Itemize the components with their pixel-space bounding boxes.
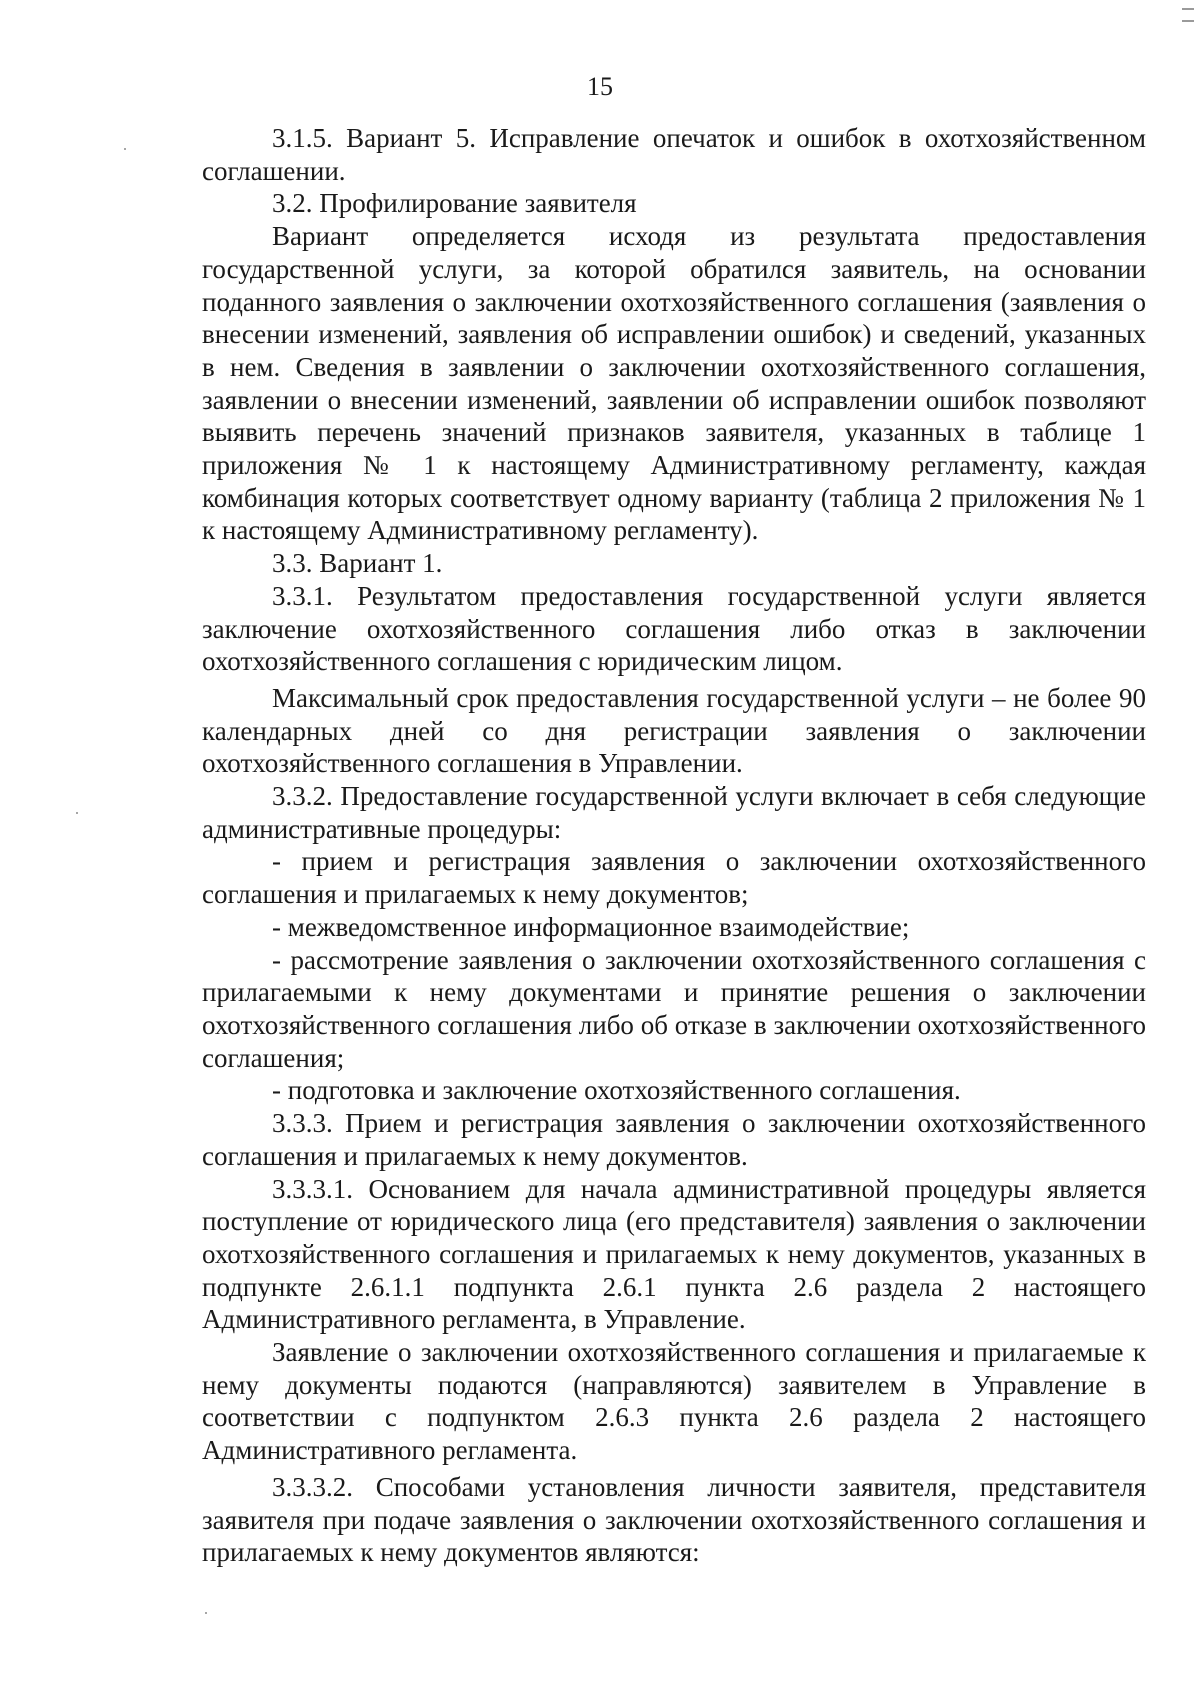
paragraph-3-3-3-1: 3.3.3.1. Основанием для начала административной процедуры является поступление от юридического лица (его представителя) заявления о заключении охотхозяйственного соглашения и прилагаемых к нему документов, указанных в подпункте 2.6.1.1 подпункта 2.6.1 пункта 2.6 раздела 2 настоящего Административного регламента, в Управление. xyxy=(202,1173,1146,1335)
scan-speck xyxy=(76,812,78,814)
paragraph-application-submission: Заявление о заключении охотхозяйственного соглашения и прилагаемые к нему документы подаются (направляются) заявителем в Управление в соответствии с подпунктом 2.6.3 пункта 2.6 раздела 2 настоящего Административного регламента. xyxy=(202,1337,1146,1466)
paragraph-variant-definition: Вариант определяется исходя из результата предоставления государственной услуги, за которой обратился заявитель, на основании поданного заявления о заключении охотхозяйственного соглашения (заявления о внесении изменений, заявления об исправлении ошибок) и сведений, указанных в нем. Сведения в заявлении о заключении охотхозяйственного соглашения, заявлении о внесении изменений, заявлении об исправлении ошибок позволяют выявить перечень значений признаков заявителя, указанных в таблице 1 приложения № 1 к настоящему Административному регламенту, каждая комбинация которых соответствует одному варианту (таблица 2 приложения № 1 к настоящему Административному регламенту). xyxy=(202,221,1146,546)
paragraph-3-3-3-2: 3.3.3.2. Способами установления личности заявителя, представителя заявителя при подаче заявления о заключении охотхозяйственного соглашения и прилагаемых к нему документов являются: xyxy=(202,1471,1146,1568)
paragraph-3-1-5: 3.1.5. Вариант 5. Исправление опечаток и ошибок в охотхозяйственном соглашении. xyxy=(202,123,1146,186)
scan-speck xyxy=(205,1612,207,1614)
scan-edge-mark xyxy=(1182,20,1194,22)
scan-speck xyxy=(124,148,126,150)
list-item-review: - рассмотрение заявления о заключении охотхозяйственного соглашения с прилагаемыми к нему документами и принятие решения о заключении охотхозяйственного соглашения либо об отказе в заключении охотхозяйственного соглашения; xyxy=(202,944,1146,1073)
paragraph-3-3-2: 3.3.2. Предоставление государственной услуги включает в себя следующие административные процедуры: xyxy=(202,781,1146,844)
scan-edge-mark xyxy=(1182,8,1194,10)
document-body xyxy=(202,122,1146,1569)
list-item-reception: - прием и регистрация заявления о заключении охотхозяйственного соглашения и прилагаемых к нему документов; xyxy=(202,846,1146,910)
heading-3-2: 3.2. Профилирование заявителя xyxy=(272,188,637,219)
list-item-preparation: - подготовка и заключение охотхозяйственного соглашения. xyxy=(272,1075,961,1106)
heading-3-3: 3.3. Вариант 1. xyxy=(272,548,443,579)
paragraph-3-3-3: 3.3.3. Прием и регистрация заявления о заключении охотхозяйственного соглашения и прилагаемых к нему документов. xyxy=(202,1108,1146,1171)
page-number: 15 xyxy=(587,72,613,101)
paragraph-3-3-1: 3.3.1. Результатом предоставления государственной услуги является заключение охотхозяйственного соглашения либо отказ в заключении охотхозяйственного соглашения с юридическим лицом. xyxy=(202,580,1146,677)
paragraph-max-term: Максимальный срок предоставления государственной услуги – не более 90 календарных дней со дня регистрации заявления о заключении охотхозяйственного соглашения в Управлении. xyxy=(202,682,1146,779)
list-item-interagency: - межведомственное информационное взаимодействие; xyxy=(272,911,910,942)
